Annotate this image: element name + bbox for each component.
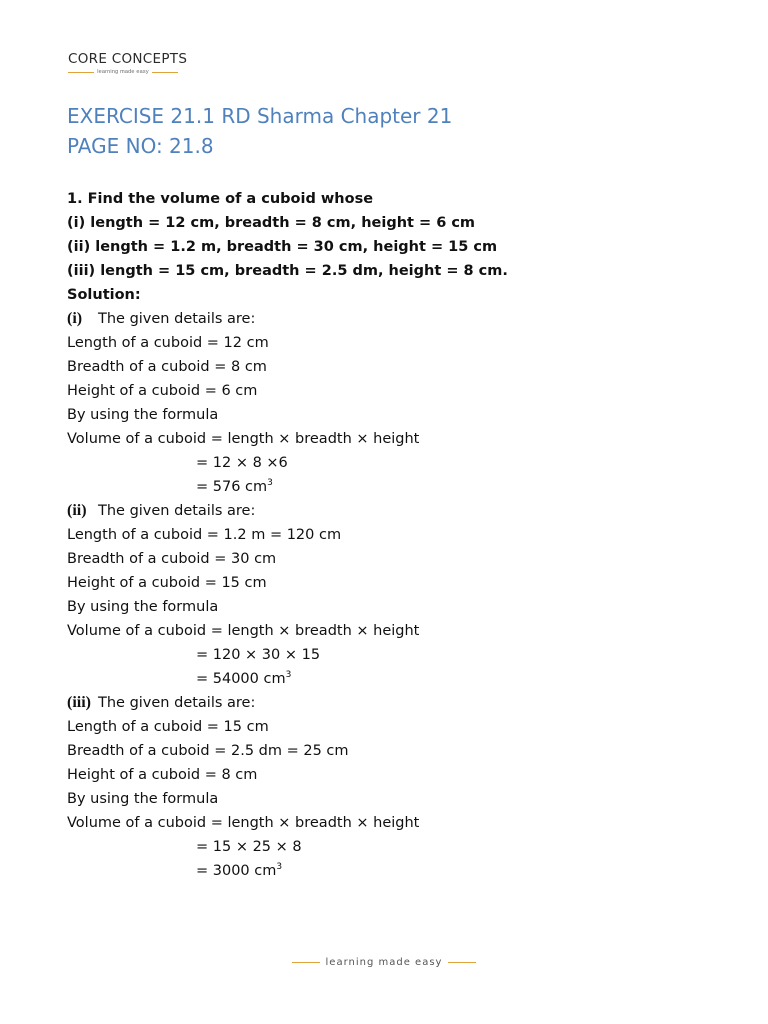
- solution-3-formula-intro: By using the formula: [67, 791, 219, 807]
- solution-3-unit-exponent: 3: [276, 862, 283, 872]
- logo-title: CORE CONCEPTS: [68, 51, 188, 67]
- solution-2-step: = 120 × 30 × 15: [196, 647, 321, 663]
- solution-1-result-text: = 576 cm: [196, 479, 268, 495]
- exercise-title: EXERCISE 21.1 RD Sharma Chapter 21: [67, 104, 453, 128]
- solution-label: Solution:: [67, 287, 141, 303]
- logo-line-right: [152, 72, 178, 73]
- solution-3-intro: [67, 691, 707, 715]
- question-part-2: (ii) length = 1.2 m, breadth = 30 cm, height = 15 cm: [67, 239, 498, 255]
- solution-1-formula-intro: By using the formula: [67, 407, 219, 423]
- solution-3-formula: Volume of a cuboid = length × breadth × height: [67, 815, 420, 831]
- question-part-3: (iii) length = 15 cm, breadth = 2.5 dm, height = 8 cm.: [67, 263, 508, 279]
- footer-line-left: [292, 962, 320, 963]
- footer-line-right: [448, 962, 476, 963]
- solution-2-number: (ii): [67, 502, 87, 519]
- solution-2-unit-exponent: 3: [285, 670, 292, 680]
- solution-1-intro: [67, 307, 707, 331]
- logo-line-left: [68, 72, 94, 73]
- solution-3-breadth: Breadth of a cuboid = 2.5 dm = 25 cm: [67, 743, 349, 759]
- solution-1-breadth: Breadth of a cuboid = 8 cm: [67, 359, 267, 375]
- solution-1-result: [67, 475, 707, 499]
- solution-1-intro-text: The given details are:: [98, 311, 256, 327]
- solution-2-result: [67, 667, 707, 691]
- solution-3-step: = 15 × 25 × 8: [196, 839, 302, 855]
- footer-tagline: learning made easy: [325, 957, 443, 968]
- question-text: 1. Find the volume of a cuboid whose: [67, 191, 374, 207]
- solution-3-number: (iii): [67, 694, 91, 711]
- brand-logo: [68, 51, 188, 75]
- solution-2-formula: Volume of a cuboid = length × breadth × height: [67, 623, 420, 639]
- logo-subtitle: learning made easy: [97, 69, 149, 75]
- solution-3-height: Height of a cuboid = 8 cm: [67, 767, 258, 783]
- solution-1-unit-exponent: 3: [267, 478, 273, 488]
- question-part-1: (i) length = 12 cm, breadth = 8 cm, height = 6 cm: [67, 215, 476, 231]
- solution-2-height: Height of a cuboid = 15 cm: [67, 575, 267, 591]
- document-body: [67, 187, 707, 883]
- solution-2-intro: [67, 499, 707, 523]
- solution-3-result-text: = 3000 cm: [196, 863, 277, 879]
- solution-3-intro-text: The given details are:: [98, 695, 256, 711]
- solution-2-result-text: = 54000 cm: [196, 671, 286, 687]
- solution-1-length: Length of a cuboid = 12 cm: [67, 335, 269, 351]
- solution-2-length: Length of a cuboid = 1.2 m = 120 cm: [67, 527, 342, 543]
- solution-2-formula-intro: By using the formula: [67, 599, 219, 615]
- page-footer: [0, 957, 768, 968]
- solution-1-height: Height of a cuboid = 6 cm: [67, 383, 258, 399]
- solution-2-intro-text: The given details are:: [98, 503, 256, 519]
- logo-subtitle-row: [68, 69, 178, 75]
- solution-1-number: (i): [67, 310, 83, 327]
- solution-1-formula: Volume of a cuboid = length × breadth × height: [67, 431, 420, 447]
- solution-3-length: Length of a cuboid = 15 cm: [67, 719, 269, 735]
- page-number-heading: PAGE NO: 21.8: [67, 134, 214, 158]
- solution-1-step: = 12 × 8 ×6: [196, 455, 288, 471]
- solution-3-result: [67, 859, 707, 883]
- solution-2-breadth: Breadth of a cuboid = 30 cm: [67, 551, 277, 567]
